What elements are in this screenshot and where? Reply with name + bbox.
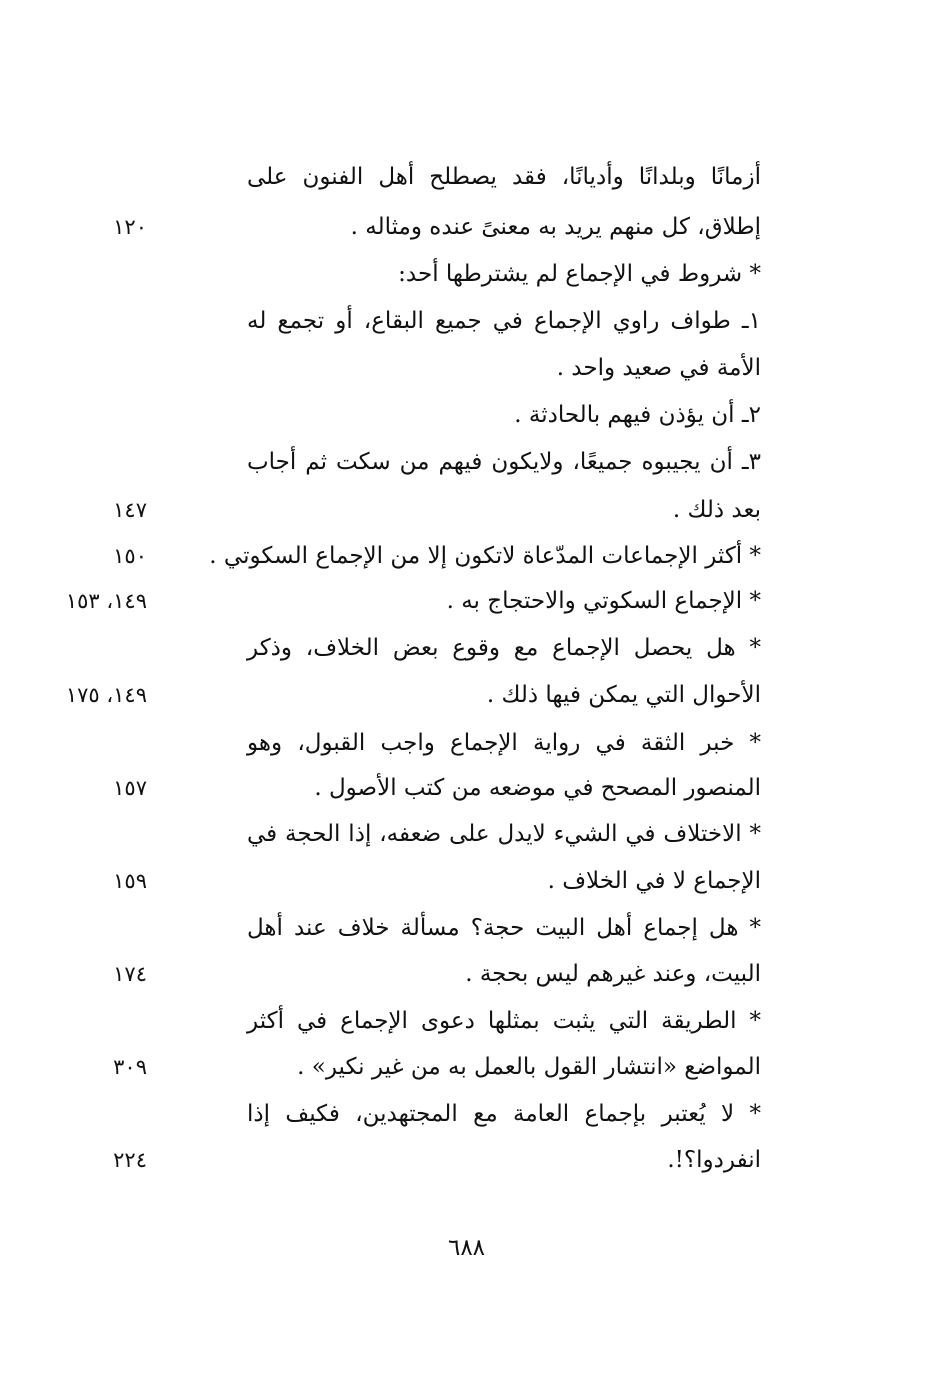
page-ref: ١٥٠ [113, 544, 147, 568]
entry-line: المنصور المصحح في موضعه من كتب الأصول . [314, 775, 761, 801]
entry-line: إطلاق، كل منهم يريد به معنىً عنده ومثاله . [350, 214, 761, 240]
page-ref: ١٥٧ [113, 776, 147, 800]
entry-line: * خبر الثقة في رواية الإجماع واجب القبول، وهو [247, 730, 761, 756]
entry-line: أزمانًا وبلدانًا وأديانًا، فقد يصطلح أهل الفنون على [247, 164, 761, 190]
page-ref: ١٤٧ [113, 498, 147, 522]
entry-line: * أكثر الإجماعات المدّعاة لاتكون إلا من الإجماع السكوتي . [209, 543, 761, 569]
entry-line: انفردوا؟!. [667, 1147, 761, 1173]
entry-line: الأحوال التي يمكن فيها ذلك . [486, 682, 761, 708]
page-ref: ١٤٩، ١٧٥ [65, 683, 147, 707]
entry-line: * الطريقة التي يثبت بمثلها دعوى الإجماع في أكثر [247, 1008, 761, 1034]
entry-line: * شروط في الإجماع لم يشترطها أحد: [398, 261, 761, 287]
page-ref: ١٤٩، ١٥٣ [65, 589, 147, 613]
entry-line: * الإجماع السكوتي والاحتجاج به . [446, 588, 761, 614]
entry-line: * هل إجماع أهل البيت حجة؟ مسألة خلاف عند أهل [247, 915, 761, 941]
entry-line: المواضع «انتشار القول بالعمل به من غير نكير» . [297, 1054, 761, 1080]
entry-line: * هل يحصل الإجماع مع وقوع بعض الخلاف، وذكر [247, 635, 761, 661]
entry-line: * الاختلاف في الشيء لايدل على ضعفه، إذا الحجة في [247, 821, 761, 847]
page-number: ٦٨٨ [447, 1235, 486, 1261]
entry-line: الأمة في صعيد واحد . [556, 355, 761, 381]
page-ref: ١٥٩ [113, 869, 147, 893]
entry-line: الإجماع لا في الخلاف . [547, 868, 761, 894]
entry-line: بعد ذلك . [672, 497, 761, 523]
entry-line: البيت، وعند غيرهم ليس بحجة . [465, 961, 761, 987]
page-ref: ٢٢٤ [113, 1148, 147, 1172]
page-ref: ١٢٠ [113, 215, 147, 239]
page-ref: ٣٠٩ [113, 1055, 147, 1079]
page-ref: ١٧٤ [113, 962, 147, 986]
entry-line: * لا يُعتبر بإجماع العامة مع المجتهدين، فكيف إذا [247, 1101, 761, 1127]
entry-line: ٣ـ أن يجيبوه جميعًا، ولايكون فيهم من سكت ثم أجاب [247, 449, 761, 475]
entry-line: ٢ـ أن يؤذن فيهم بالحادثة . [514, 402, 761, 428]
entry-line: ١ـ طواف راوي الإجماع في جميع البقاع، أو تجمع له [247, 308, 761, 334]
